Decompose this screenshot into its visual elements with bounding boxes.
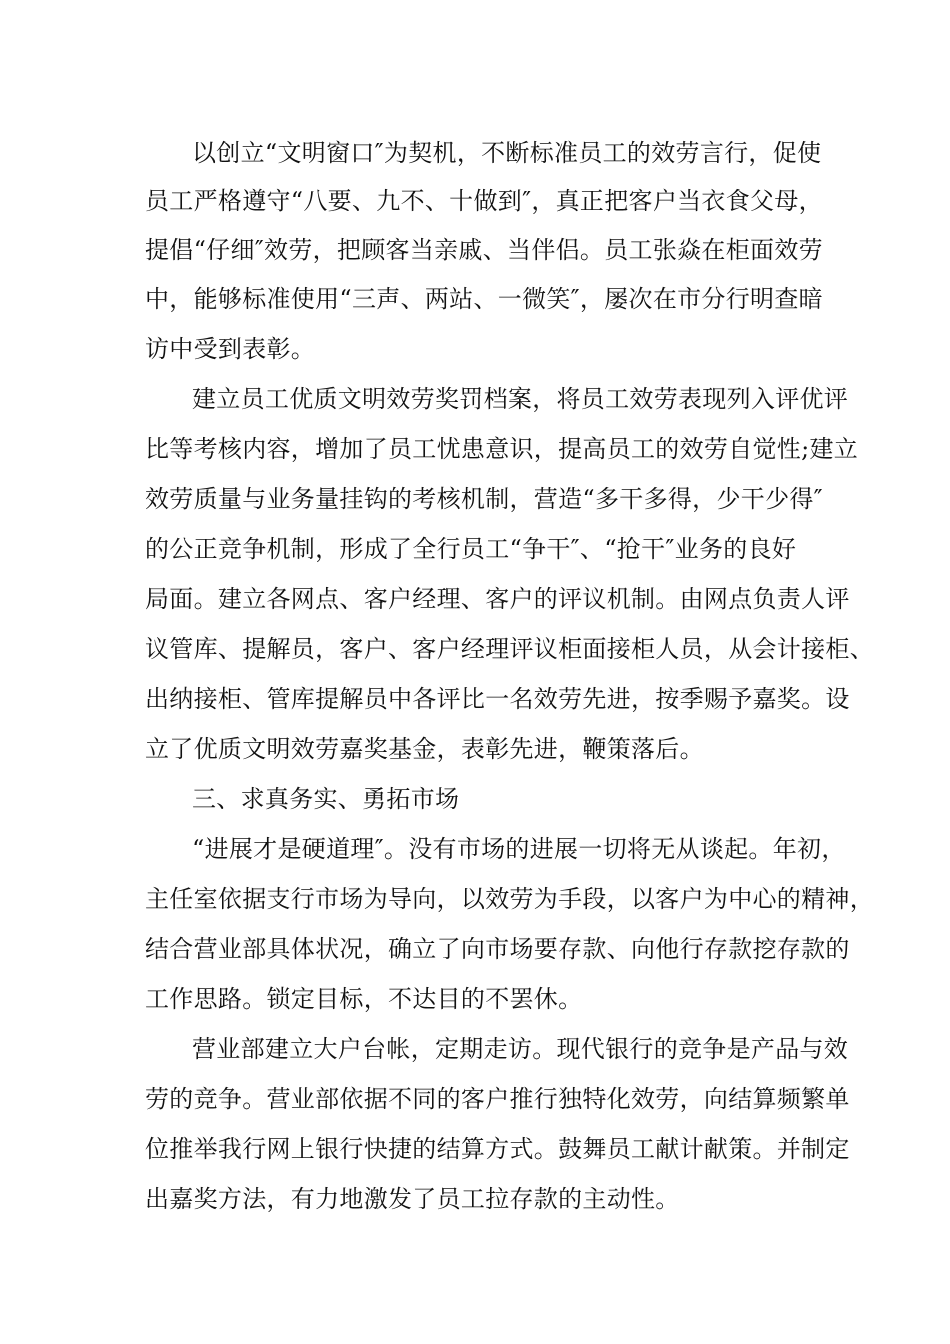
paragraph-4-line-1: 营业部建立大户台帐，定期走访。现代银行的竞争是产品与效 [192, 1035, 849, 1063]
paragraph-4-line-2: 劳的竞争。营业部依据不同的客户推行独特化效劳，向结算频繁单 [145, 1085, 850, 1113]
paragraph-3-line-3: 结合营业部具体状况，确立了向市场要存款、向他行存款挖存款的 [145, 935, 850, 963]
paragraph-2-line-7: 出纳接柜、管库提解员中各评比一名效劳先进，按季赐予嘉奖。设 [145, 685, 850, 713]
paragraph-1-line-5: 访中受到表彰。 [145, 335, 316, 363]
paragraph-2-line-8: 立了优质文明效劳嘉奖基金，表彰先进，鞭策落后。 [145, 735, 704, 763]
section-heading: 三、求真务实、勇拓市场 [192, 785, 460, 813]
paragraph-1-line-3: 提倡“仔细″效劳，把顾客当亲戚、当伴侣。员工张焱在柜面效劳 [145, 236, 823, 264]
paragraph-4-line-4: 出嘉奖方法，有力地激发了员工拉存款的主动性。 [145, 1185, 680, 1213]
paragraph-2-line-4: 的公正竞争机制，形成了全行员工“争干″、“抢干″业务的良好 [145, 535, 797, 563]
paragraph-1-line-1: 以创立“文明窗口″为契机，不断标准员工的效劳言行，促使 [192, 139, 822, 167]
paragraph-3-line-1: “进展才是硬道理″。没有市场的进展一切将无从谈起。年初， [192, 835, 846, 863]
paragraph-2-line-5: 局面。建立各网点、客户经理、客户的评议机制。由网点负责人评 [145, 585, 850, 613]
paragraph-2-line-2: 比等考核内容，增加了员工忧患意识，提高员工的效劳自觉性;建立 [145, 435, 859, 463]
paragraph-2-line-3: 效劳质量与业务量挂钩的考核机制，营造“多干多得，少干少得″ [145, 485, 823, 513]
paragraph-1-line-2: 员工严格遵守“八要、九不、十做到″，真正把客户当衣食父母， [145, 187, 823, 215]
paragraph-2-line-6: 议管库、提解员，客户、客户经理评议柜面接柜人员，从会计接柜、 [145, 635, 874, 663]
paragraph-2-line-1: 建立员工优质文明效劳奖罚档案，将员工效劳表现列入评优评 [192, 385, 849, 413]
paragraph-3-line-4: 工作思路。锁定目标，不达目的不罢休。 [145, 985, 583, 1013]
paragraph-1-line-4: 中，能够标准使用“三声、两站、一微笑″，屡次在市分行明查暗 [145, 285, 823, 313]
paragraph-3-line-2: 主任室依据支行市场为导向，以效劳为手段，以客户为中心的精神， [145, 885, 874, 913]
paragraph-4-line-3: 位推举我行网上银行快捷的结算方式。鼓舞员工献计献策。并制定 [145, 1135, 850, 1163]
